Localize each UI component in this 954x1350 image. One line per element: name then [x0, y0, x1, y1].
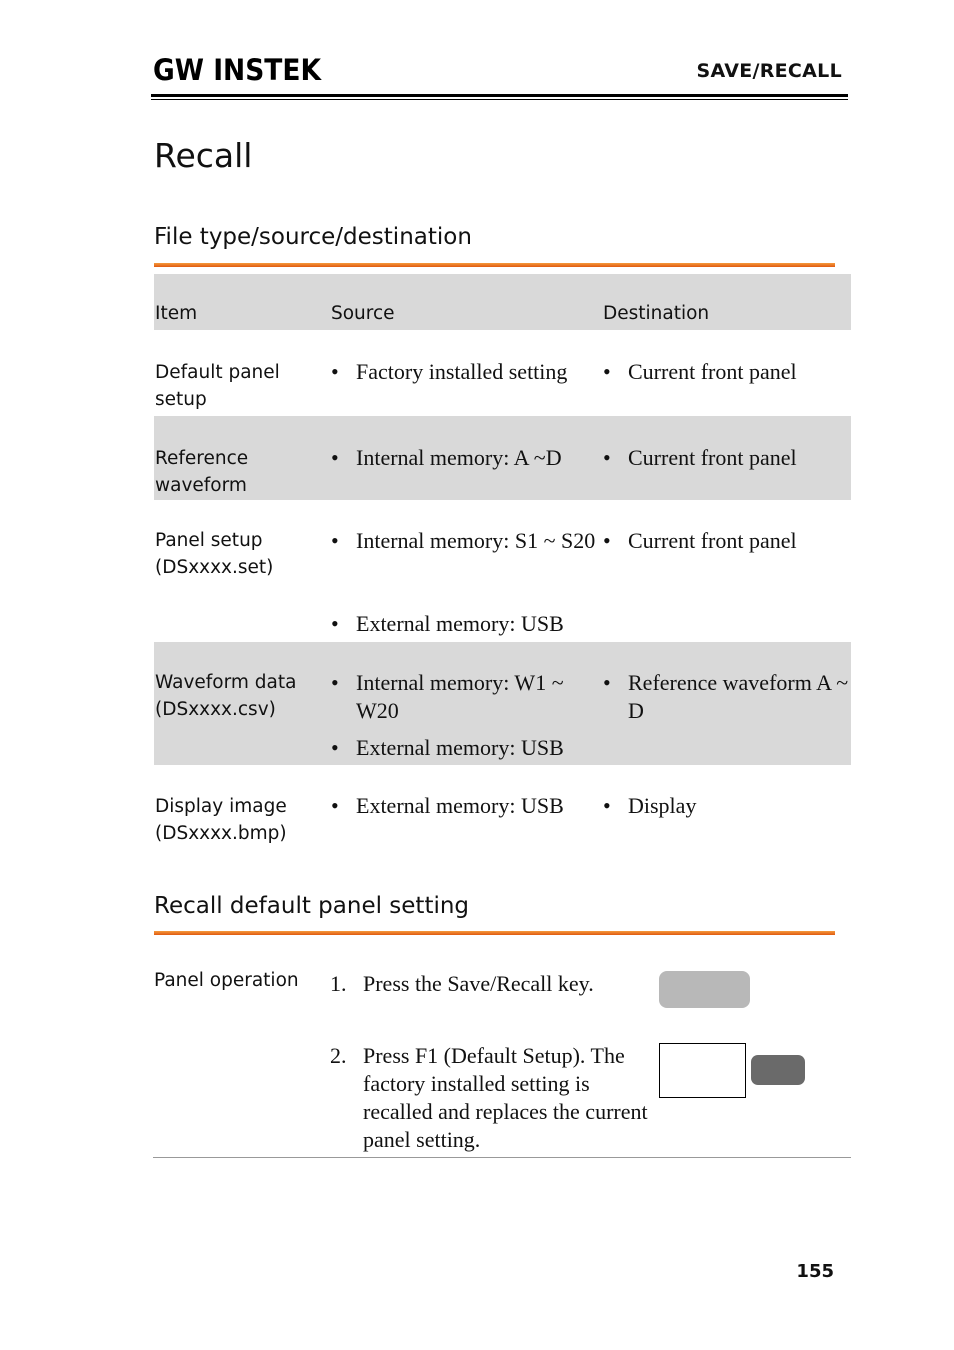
item-cell: Reference waveform: [155, 448, 249, 496]
recall-default-heading: Recall default panel setting: [154, 893, 470, 919]
step-text: Press F1 (Default Setup). The factory installed setting is recalled and replaces the current panel setting.: [363, 1043, 648, 1152]
table-bottom-rule: [153, 1157, 851, 1158]
step-text: Press the Save/Recall key.: [363, 971, 594, 996]
table-row: [154, 500, 851, 642]
source-bullet: • Factory installed setting: [331, 358, 601, 386]
f1-key-icon: [751, 1055, 805, 1085]
destination-bullet: • Current front panel: [603, 358, 868, 386]
table-row: [154, 642, 851, 765]
gw-instek-logo: [153, 54, 323, 84]
destination-bullet: • Current front panel: [603, 527, 868, 555]
item-cell: Panel setup (DSxxxx.set): [155, 530, 274, 578]
step-number: 2.: [330, 1043, 347, 1068]
table-header-row: [154, 274, 851, 330]
column-header-source: Source: [331, 303, 395, 324]
svg-text:GW INSTEK: GW INSTEK: [153, 54, 323, 84]
save-recall-key-icon: [659, 971, 750, 1008]
f1-softkey-icon: [659, 1043, 746, 1098]
header-divider: [151, 94, 848, 97]
source-bullet: • External memory: USB: [331, 792, 601, 820]
table-row: [154, 330, 851, 416]
table-row: [154, 765, 851, 855]
item-cell: Display image (DSxxxx.bmp): [155, 796, 287, 844]
step-number: 1.: [330, 971, 347, 996]
column-header-item: Item: [155, 303, 198, 324]
panel-operation-label: Panel operation: [154, 970, 299, 991]
source-bullet: • Internal memory: W1 ~ W20: [331, 669, 601, 725]
source-bullet: • External memory: USB: [331, 734, 601, 762]
table-row: [154, 416, 851, 500]
section-title: SAVE/RECALL: [696, 60, 842, 82]
file-type-heading: File type/source/destination: [154, 224, 472, 250]
item-cell: Default panel setup: [155, 362, 280, 410]
item-cell: Waveform data (DSxxxx.csv): [155, 672, 297, 720]
source-bullet: • External memory: USB: [331, 610, 601, 638]
column-header-destination: Destination: [603, 303, 710, 324]
source-bullet: • Internal memory: S1 ~ S20: [331, 527, 601, 555]
section-rule: [154, 931, 835, 935]
destination-bullet: • Current front panel: [603, 444, 868, 472]
section-rule: [154, 263, 835, 267]
destination-bullet: • Display: [603, 792, 868, 820]
page-number: 155: [796, 1261, 834, 1282]
header-divider-thin: [151, 99, 848, 100]
destination-bullet: • Reference waveform A ~ D: [603, 669, 868, 725]
page-title: Recall: [154, 136, 253, 175]
source-bullet: • Internal memory: A ~D: [331, 444, 601, 472]
